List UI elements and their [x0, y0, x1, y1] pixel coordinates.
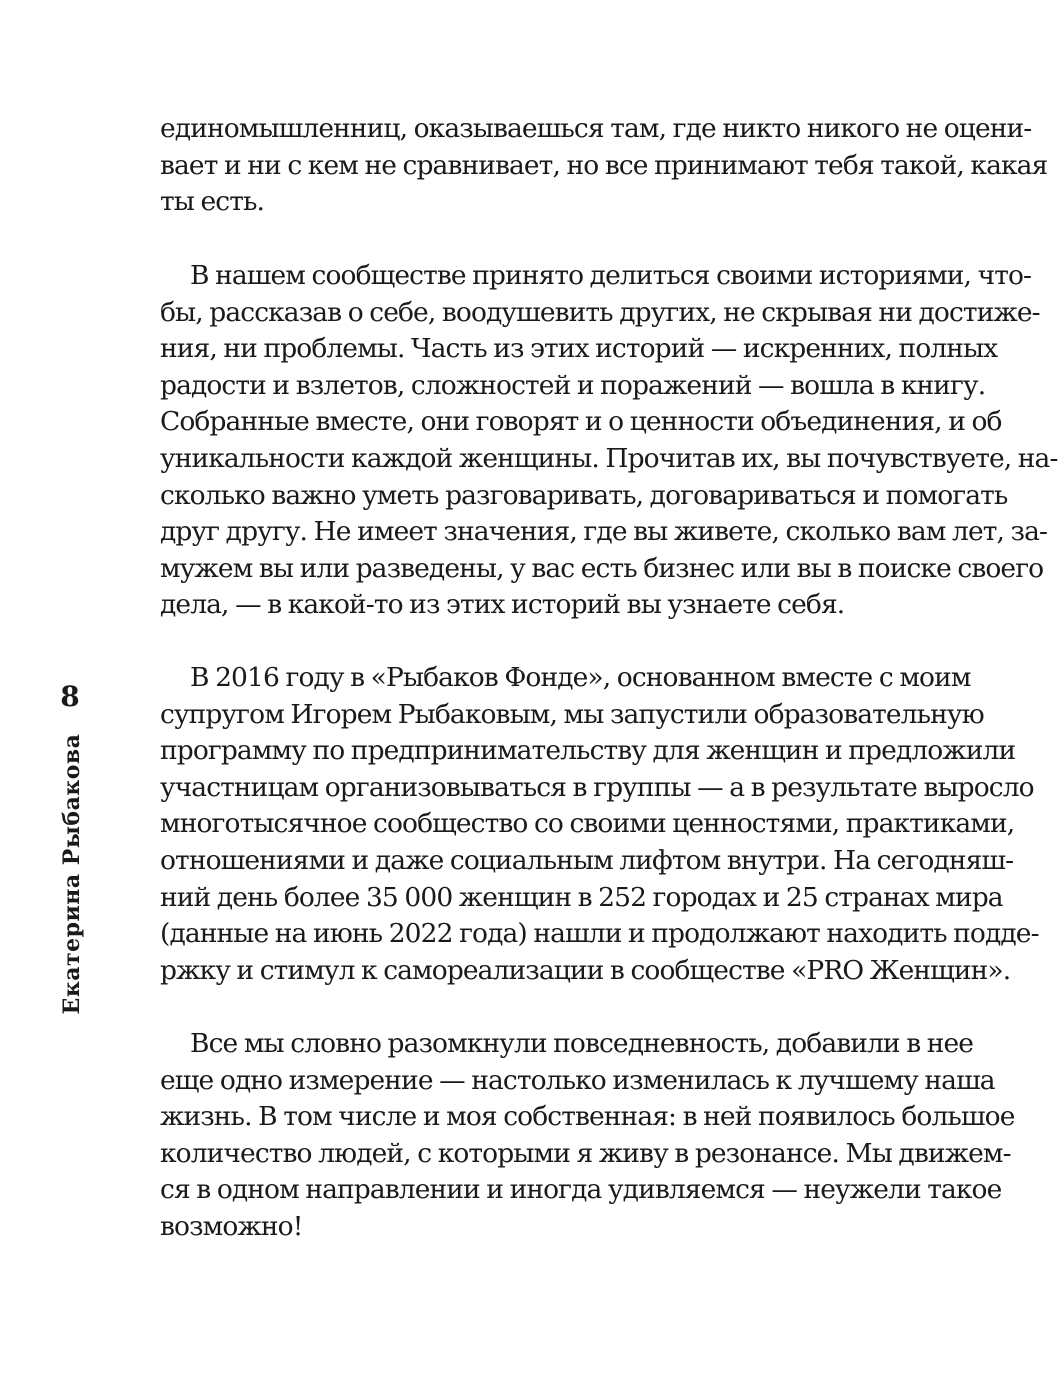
paragraph-4	[160, 1026, 1015, 1246]
text-line: программу по предпринимательству для женщин и предложили	[160, 735, 1016, 767]
text-line: (данные на июнь 2022 года) нашли и продолжают находить подде-	[160, 918, 1039, 950]
text-line: еще одно измерение — настолько изменилась к лучшему наша	[160, 1064, 995, 1096]
text-line: вает и ни с кем не сравнивает, но все принимают тебя такой, какая	[160, 149, 1048, 181]
text-line: мужем вы или разведены, у вас есть бизнес или вы в поиске своего	[160, 552, 1044, 584]
text-line: друг другу. Не имеет значения, где вы живете, сколько вам лет, за-	[160, 516, 1048, 548]
text-line: радости и взлетов, сложностей и поражений — вошла в книгу.	[160, 369, 986, 401]
text-line: В 2016 году в «Рыбаков Фонде», основанном вместе с моим	[190, 662, 971, 693]
text-line: количество людей, с которыми я живу в резонансе. Мы движем-	[160, 1137, 1011, 1169]
text-line: В нашем сообществе принято делиться своими историями, что-	[190, 260, 1032, 291]
text-line: ржку и стимул к самореализации в сообществе «PRO Женщин».	[160, 954, 1011, 986]
text-line: участницам организовываться в группы — а в результате выросло	[160, 771, 1034, 803]
text-line: ся в одном направлении и иногда удивляемся — неужели такое	[160, 1174, 1002, 1206]
text-line: уникальности каждой женщины. Прочитав их, вы почувствуете, на-	[160, 442, 1058, 474]
text-line: многотысячное сообщество со своими ценностями, практиками,	[160, 808, 1015, 840]
text-line: бы, рассказав о себе, воодушевить других, не скрывая ни достиже-	[160, 296, 1040, 328]
paragraph-1	[160, 111, 1048, 221]
text-line: Все мы словно разомкнули повседневность, добавили в нее	[190, 1028, 974, 1059]
text-line: супругом Игорем Рыбаковым, мы запустили образовательную	[160, 698, 984, 730]
page-number: 8	[60, 680, 80, 713]
text-line: отношениями и даже социальным лифтом внутри. На сегодняш-	[160, 844, 1014, 876]
text-line: жизнь. В том числе и моя собственная: в ней появилось большое	[160, 1101, 1015, 1133]
running-head-author: Екатерина Рыбакова	[59, 733, 85, 1015]
text-line: Собранные вместе, они говорят и о ценности объединения, и об	[160, 406, 1002, 438]
paragraph-3	[160, 660, 1039, 989]
paragraph-2	[160, 258, 1058, 624]
text-line: единомышленниц, оказываешься там, где никто никого не оцени-	[160, 113, 1032, 144]
text-line: ний день более 35 000 женщин в 252 городах и 25 странах мира	[160, 881, 1003, 913]
text-line: ния, ни проблемы. Часть из этих историй — искренних, полных	[160, 333, 998, 365]
text-line: сколько важно уметь разговаривать, договариваться и помогать	[160, 479, 1008, 511]
text-line: возможно!	[160, 1210, 303, 1242]
text-line: ты есть.	[160, 186, 265, 218]
text-line: дела, — в какой-то из этих историй вы узнаете себя.	[160, 589, 845, 621]
